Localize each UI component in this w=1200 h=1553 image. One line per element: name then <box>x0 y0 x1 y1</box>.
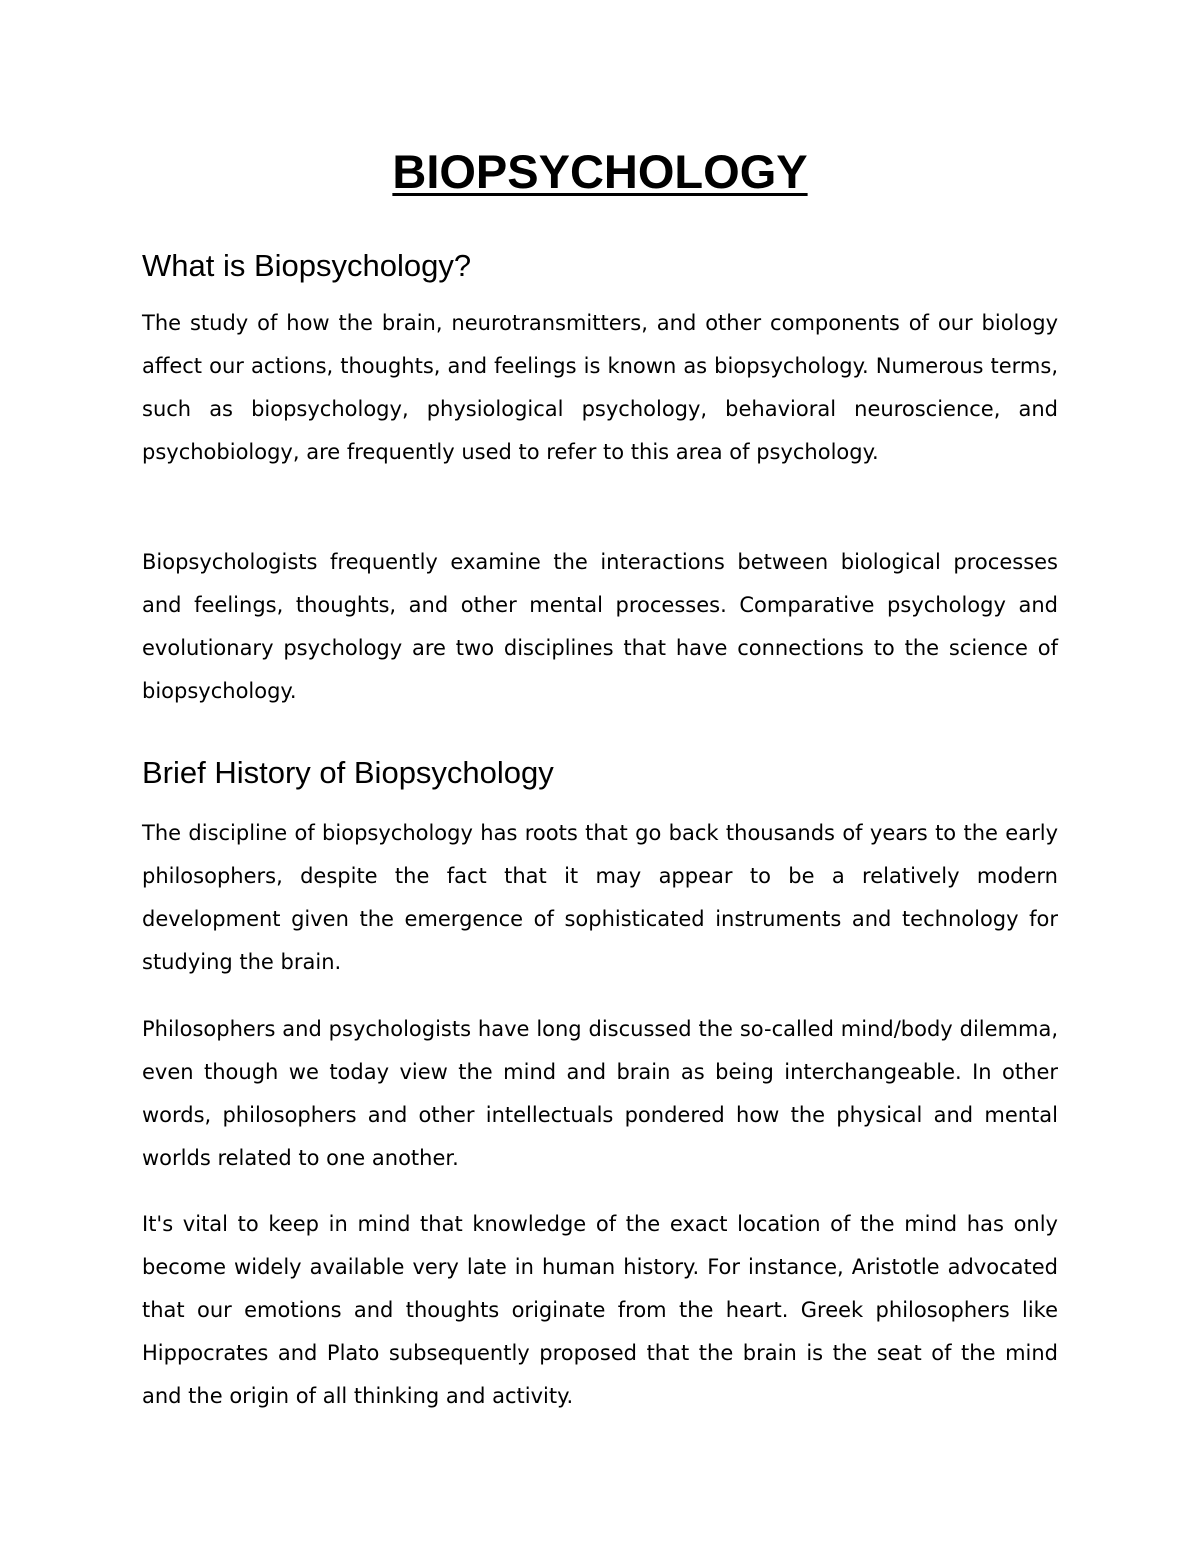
paragraph-biopsychologists: Biopsychologists frequently examine the interactions between biological processes and feelings, thoughts, and other mental processes. Comparative psychology and evolutionary psychology are two disciplines that have connections to the science of biopsychology. <box>142 550 1058 703</box>
section-heading-what-is-biopsychology: What is Biopsychology? <box>142 248 472 283</box>
paragraph-definition: The study of how the brain, neurotransmitters, and other components of our biology affect our actions, thoughts, and feelings is known as biopsychology. Numerous terms, such as biopsychology, physiological psychology, behavioral neuroscience, and psychobiology, are frequently used to refer to this area of psychology. <box>142 311 1058 464</box>
paragraph-mind-body: Philosophers and psychologists have long discussed the so-called mind/body dilemma, even though we today view the mind and brain as being interchangeable. In other words, philosophers and other intellectuals pondered how the physical and mental worlds related to one another. <box>142 1017 1058 1170</box>
paragraph-history-roots: The discipline of biopsychology has roots that go back thousands of years to the early philosophers, despite the fact that it may appear to be a relatively modern development given the emergence of sophisticated instruments and technology for studying the brain. <box>142 821 1058 974</box>
paragraph-location-of-mind: It's vital to keep in mind that knowledge of the exact location of the mind has only become widely available very late in human history. For instance, Aristotle advocated that our emotions and thoughts originate from the heart. Greek philosophers like Hippocrates and Plato subsequently proposed that the brain is the seat of the mind and the origin of all thinking and activity. <box>142 1212 1058 1408</box>
document-title <box>142 140 1058 204</box>
document-title-text: BIOPSYCHOLOGY <box>392 145 808 198</box>
section-heading-brief-history: Brief History of Biopsychology <box>142 755 554 790</box>
